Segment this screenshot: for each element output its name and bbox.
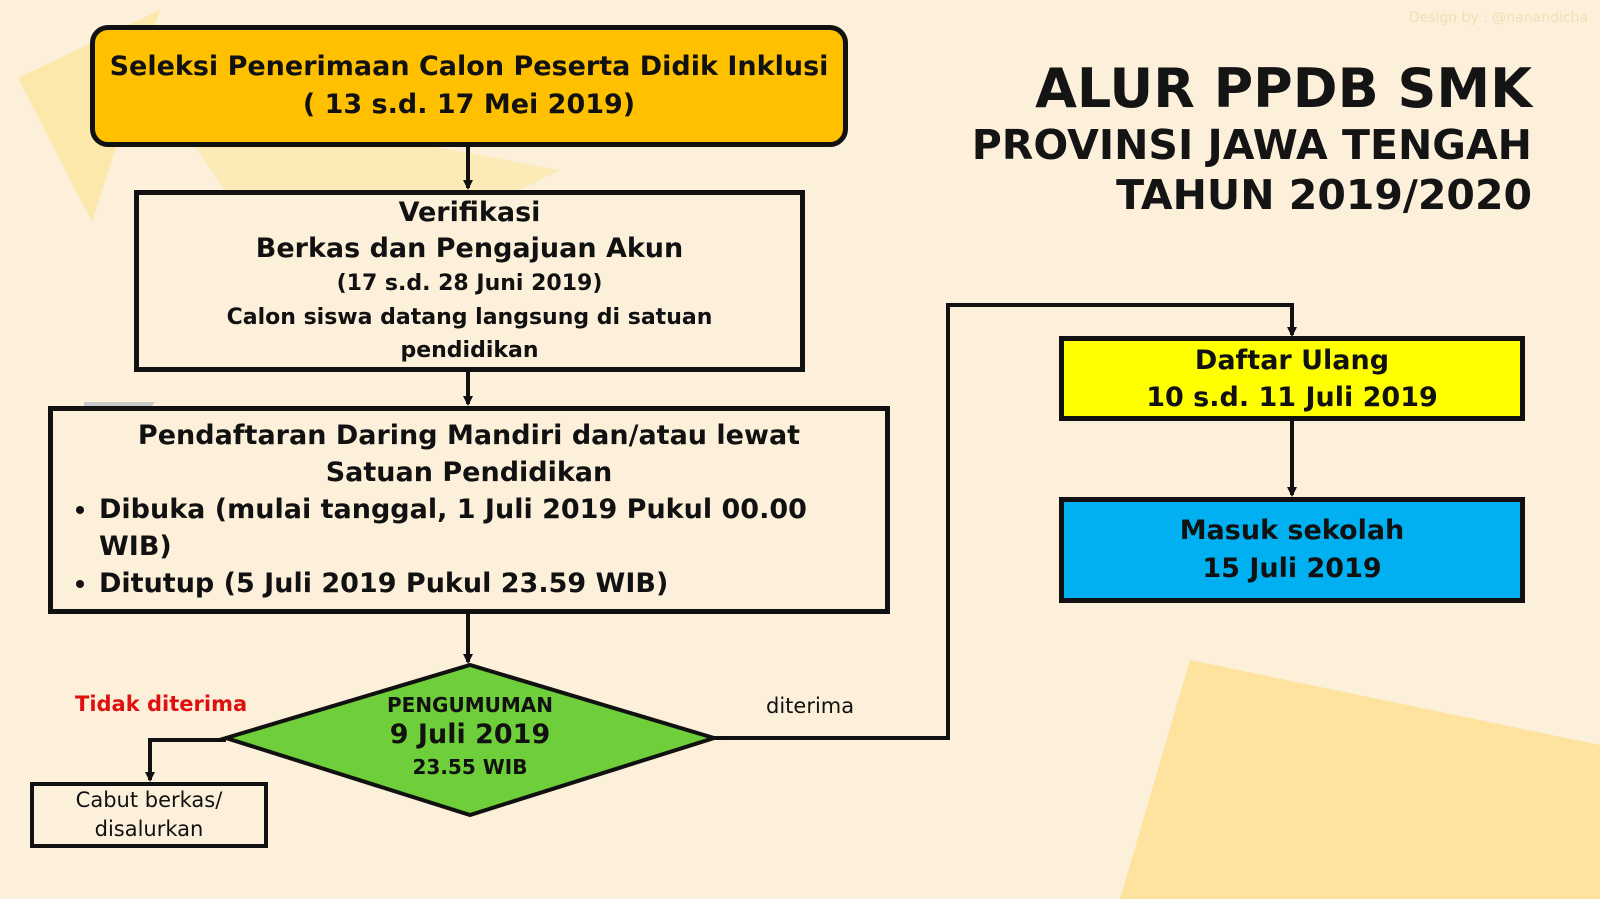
masuk-line-2: 15 Juli 2019 — [1202, 553, 1382, 584]
title-line-1: ALUR PPDB SMK — [1035, 57, 1532, 120]
title-line-2: PROVINSI JAWA TENGAH — [971, 121, 1532, 169]
seleksi-box — [90, 25, 848, 147]
tidak-diterima-label: Tidak diterima — [75, 692, 248, 716]
daftar-ulang-line-2: 10 s.d. 11 Juli 2019 — [1146, 381, 1438, 413]
verifikasi-note: Calon siswa datang langsung di satuan pendidikan — [226, 305, 713, 363]
bullet-ditutup: • Ditutup (5 Juli 2019 Pukul 23.59 WIB) — [99, 565, 863, 602]
daftar-ulang-line-1: Daftar Ulang — [1194, 344, 1390, 376]
masuk-sekolah-box — [1059, 497, 1525, 603]
pendaftaran-box — [48, 406, 890, 614]
verifikasi-heading: Verifikasi — [398, 197, 541, 228]
title-line-3: TAHUN 2019/2020 — [1116, 171, 1532, 219]
seleksi-line-1: Seleksi Penerimaan Calon Peserta Didik Inklusi — [109, 51, 829, 82]
masuk-line-1: Masuk sekolah — [1179, 515, 1405, 546]
verifikasi-subheading: Berkas dan Pengajuan Akun — [255, 233, 684, 264]
seleksi-line-2: ( 13 s.d. 17 Mei 2019) — [302, 89, 636, 120]
pengumuman-date: 9 Juli 2019 — [389, 719, 551, 750]
cabut-line-2: disalurkan — [94, 817, 204, 841]
pengumuman-label: PENGUMUMAN — [387, 693, 553, 717]
cabut-box — [30, 782, 268, 848]
verifikasi-box — [134, 190, 805, 372]
design-credit: Design by : @nanandicha — [1408, 10, 1588, 26]
pendaftaran-bullets — [75, 491, 863, 602]
cabut-line-1: Cabut berkas/ — [75, 788, 223, 812]
pengumuman-text — [320, 692, 620, 782]
bullet-dibuka: • Dibuka (mulai tanggal, 1 Juli 2019 Pukul 00.00 WIB) — [99, 491, 863, 565]
arrow-rejected-to-cabut — [150, 740, 226, 780]
verifikasi-dates: (17 s.d. 28 Juni 2019) — [336, 271, 603, 296]
daftar-ulang-box — [1059, 336, 1525, 421]
diterima-label: diterima — [766, 694, 855, 718]
pengumuman-time: 23.55 WIB — [412, 755, 528, 779]
pendaftaran-heading: Pendaftaran Daring Mandiri dan/atau lewat Satuan Pendidikan — [137, 420, 801, 488]
